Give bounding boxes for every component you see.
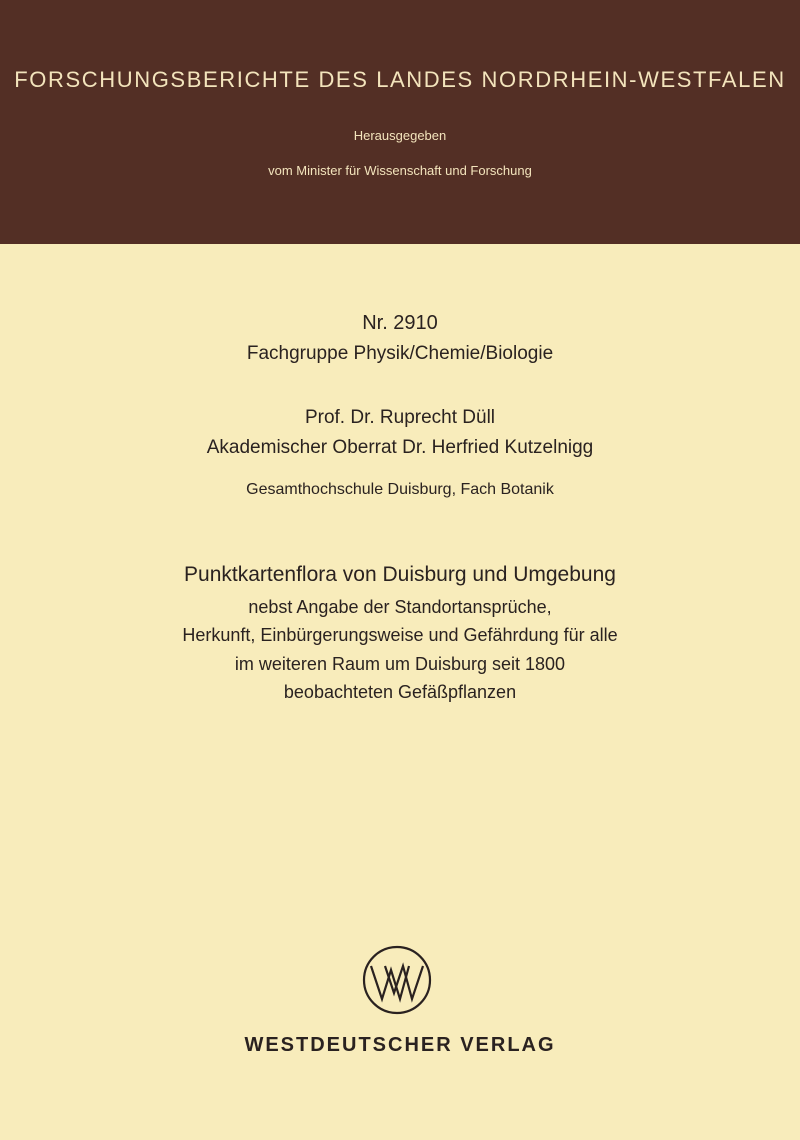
subject-group: Fachgruppe Physik/Chemie/Biologie [246, 343, 554, 364]
header-band [0, 0, 800, 244]
publisher-name: WESTDEUTSCHER VERLAG [244, 1034, 556, 1056]
editor-name: vom Minister für Wissenschaft und Forschung [268, 163, 532, 178]
series-title: FORSCHUNGSBERICHTE DES LANDES NORDRHEIN-WESTFALEN [14, 67, 786, 92]
subtitle-line-4: beobachteten Gefäßpflanzen [283, 682, 517, 702]
subtitle-line-1: nebst Angabe der Standortansprüche, [248, 597, 552, 617]
author-1: Prof. Dr. Ruprecht Düll [304, 407, 496, 428]
book-title: Punktkartenflora von Duisburg und Umgebung [184, 563, 616, 586]
ww-circle-logo-icon [361, 944, 433, 1016]
subtitle-line-3: im weiteren Raum um Duisburg seit 1800 [234, 654, 566, 674]
editor-label: Herausgegeben [353, 128, 447, 143]
institution: Gesamthochschule Duisburg, Fach Botanik [246, 481, 554, 498]
author-2: Akademischer Oberrat Dr. Herfried Kutzelnigg [206, 437, 594, 458]
report-number: Nr. 2910 [362, 312, 438, 334]
subtitle-line-2: Herkunft, Einbürgerungsweise und Gefährdung für alle [182, 625, 618, 645]
